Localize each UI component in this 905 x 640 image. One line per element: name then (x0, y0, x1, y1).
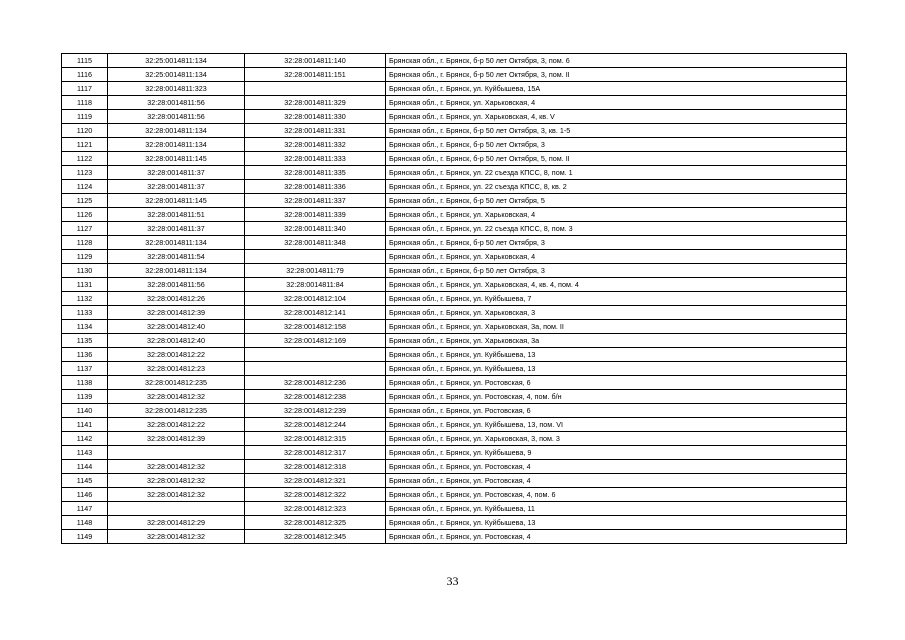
cadastral-number-cell (245, 362, 386, 376)
cadastral-parent-cell: 32:28:0014811:37 (108, 180, 245, 194)
cadastral-number-cell: 32:28:0014811:329 (245, 96, 386, 110)
address-cell: Брянская обл., г. Брянск, ул. Куйбышева, 11 (386, 502, 847, 516)
cadastral-parent-cell: 32:28:0014812:32 (108, 390, 245, 404)
cadastral-parent-cell: 32:28:0014811:54 (108, 250, 245, 264)
table-row (62, 348, 847, 362)
cadastral-parent-cell: 32:28:0014812:32 (108, 488, 245, 502)
address-cell: Брянская обл., г. Брянск, ул. Куйбышева, 7 (386, 292, 847, 306)
row-number-cell: 1131 (62, 278, 108, 292)
row-number-cell: 1148 (62, 516, 108, 530)
address-cell: Брянская обл., г. Брянск, ул. Харьковская, 4, кв. 4, пом. 4 (386, 278, 847, 292)
cadastral-parent-cell: 32:28:0014811:145 (108, 152, 245, 166)
cadastral-parent-cell: 32:28:0014812:32 (108, 474, 245, 488)
cadastral-number-cell: 32:28:0014812:244 (245, 418, 386, 432)
registry-table (61, 53, 847, 544)
cadastral-parent-cell: 32:28:0014811:145 (108, 194, 245, 208)
table-row (62, 460, 847, 474)
table-row (62, 446, 847, 460)
cadastral-parent-cell: 32:28:0014812:23 (108, 362, 245, 376)
address-cell: Брянская обл., г. Брянск, ул. Куйбышева, 13 (386, 516, 847, 530)
cadastral-number-cell: 32:28:0014811:84 (245, 278, 386, 292)
table-row (62, 292, 847, 306)
table-row (62, 152, 847, 166)
row-number-cell: 1121 (62, 138, 108, 152)
table-row (62, 432, 847, 446)
row-number-cell: 1117 (62, 82, 108, 96)
row-number-cell: 1120 (62, 124, 108, 138)
cadastral-number-cell: 32:28:0014812:325 (245, 516, 386, 530)
table-row (62, 110, 847, 124)
table-row (62, 306, 847, 320)
address-cell: Брянская обл., г. Брянск, ул. Харьковская, 3а, пом. II (386, 320, 847, 334)
cadastral-parent-cell: 32:28:0014811:37 (108, 166, 245, 180)
cadastral-number-cell: 32:28:0014811:337 (245, 194, 386, 208)
table-row (62, 278, 847, 292)
address-cell: Брянская обл., г. Брянск, ул. Харьковская, 3а (386, 334, 847, 348)
address-cell: Брянская обл., г. Брянск, ул. 22 съезда КПСС, 8, пом. 3 (386, 222, 847, 236)
page-number: 33 (446, 574, 459, 588)
table-row (62, 264, 847, 278)
table-row (62, 320, 847, 334)
address-cell: Брянская обл., г. Брянск, б-р 50 лет Октября, 3 (386, 264, 847, 278)
cadastral-number-cell: 32:28:0014812:318 (245, 460, 386, 474)
cadastral-number-cell: 32:28:0014812:158 (245, 320, 386, 334)
cadastral-parent-cell: 32:28:0014811:56 (108, 96, 245, 110)
cadastral-number-cell: 32:28:0014812:104 (245, 292, 386, 306)
table-row (62, 138, 847, 152)
cadastral-number-cell: 32:28:0014811:140 (245, 54, 386, 68)
address-cell: Брянская обл., г. Брянск, ул. Ростовская, 4, пом. б/н (386, 390, 847, 404)
cadastral-number-cell (245, 82, 386, 96)
cadastral-number-cell: 32:28:0014811:348 (245, 236, 386, 250)
address-cell: Брянская обл., г. Брянск, ул. Харьковская, 3 (386, 306, 847, 320)
cadastral-number-cell: 32:28:0014812:321 (245, 474, 386, 488)
row-number-cell: 1135 (62, 334, 108, 348)
address-cell: Брянская обл., г. Брянск, б-р 50 лет Октября, 3 (386, 236, 847, 250)
address-cell: Брянская обл., г. Брянск, ул. Куйбышева, 9 (386, 446, 847, 460)
cadastral-parent-cell: 32:28:0014811:56 (108, 278, 245, 292)
address-cell: Брянская обл., г. Брянск, ул. 22 съезда КПСС, 8, пом. 1 (386, 166, 847, 180)
cadastral-parent-cell: 32:28:0014812:40 (108, 334, 245, 348)
address-cell: Брянская обл., г. Брянск, ул. 22 съезда КПСС, 8, кв. 2 (386, 180, 847, 194)
address-cell: Брянская обл., г. Брянск, ул. Харьковская, 4 (386, 250, 847, 264)
row-number-cell: 1143 (62, 446, 108, 460)
cadastral-parent-cell: 32:28:0014811:134 (108, 138, 245, 152)
cadastral-number-cell: 32:28:0014812:322 (245, 488, 386, 502)
address-cell: Брянская обл., г. Брянск, ул. Харьковская, 4 (386, 96, 847, 110)
table-row (62, 502, 847, 516)
row-number-cell: 1134 (62, 320, 108, 334)
address-cell: Брянская обл., г. Брянск, ул. Куйбышева, 13 (386, 362, 847, 376)
row-number-cell: 1138 (62, 376, 108, 390)
row-number-cell: 1128 (62, 236, 108, 250)
cadastral-number-cell (245, 250, 386, 264)
cadastral-parent-cell: 32:28:0014811:56 (108, 110, 245, 124)
table-row (62, 124, 847, 138)
address-cell: Брянская обл., г. Брянск, ул. Ростовская, 4, пом. 6 (386, 488, 847, 502)
cadastral-parent-cell: 32:28:0014812:235 (108, 376, 245, 390)
row-number-cell: 1123 (62, 166, 108, 180)
address-cell: Брянская обл., г. Брянск, б-р 50 лет Октября, 3, кв. 1-5 (386, 124, 847, 138)
row-number-cell: 1142 (62, 432, 108, 446)
table-row (62, 82, 847, 96)
cadastral-parent-cell: 32:28:0014812:32 (108, 530, 245, 544)
row-number-cell: 1132 (62, 292, 108, 306)
address-cell: Брянская обл., г. Брянск, ул. Харьковская, 4 (386, 208, 847, 222)
cadastral-number-cell: 32:28:0014811:340 (245, 222, 386, 236)
cadastral-number-cell: 32:28:0014811:339 (245, 208, 386, 222)
table-row (62, 474, 847, 488)
row-number-cell: 1133 (62, 306, 108, 320)
address-cell: Брянская обл., г. Брянск, ул. Ростовская, 6 (386, 404, 847, 418)
row-number-cell: 1119 (62, 110, 108, 124)
cadastral-number-cell: 32:28:0014812:141 (245, 306, 386, 320)
row-number-cell: 1129 (62, 250, 108, 264)
cadastral-number-cell: 32:28:0014811:79 (245, 264, 386, 278)
row-number-cell: 1146 (62, 488, 108, 502)
address-cell: Брянская обл., г. Брянск, ул. Куйбышева, 13 (386, 348, 847, 362)
table-row (62, 390, 847, 404)
cadastral-parent-cell: 32:28:0014812:40 (108, 320, 245, 334)
address-cell: Брянская обл., г. Брянск, ул. Ростовская, 6 (386, 376, 847, 390)
cadastral-number-cell: 32:28:0014811:330 (245, 110, 386, 124)
cadastral-number-cell: 32:28:0014812:239 (245, 404, 386, 418)
cadastral-number-cell: 32:28:0014811:336 (245, 180, 386, 194)
table-row (62, 362, 847, 376)
row-number-cell: 1140 (62, 404, 108, 418)
table-row (62, 166, 847, 180)
cadastral-number-cell: 32:28:0014811:332 (245, 138, 386, 152)
address-cell: Брянская обл., г. Брянск, ул. Харьковская, 4, кв. V (386, 110, 847, 124)
cadastral-parent-cell: 32:28:0014811:134 (108, 236, 245, 250)
row-number-cell: 1124 (62, 180, 108, 194)
cadastral-parent-cell: 32:28:0014812:235 (108, 404, 245, 418)
cadastral-number-cell: 32:28:0014812:169 (245, 334, 386, 348)
table-row (62, 250, 847, 264)
cadastral-parent-cell: 32:28:0014812:32 (108, 460, 245, 474)
cadastral-number-cell: 32:28:0014812:315 (245, 432, 386, 446)
address-cell: Брянская обл., г. Брянск, ул. Куйбышева, 13, пом. VI (386, 418, 847, 432)
table-row (62, 180, 847, 194)
row-number-cell: 1130 (62, 264, 108, 278)
row-number-cell: 1144 (62, 460, 108, 474)
row-number-cell: 1139 (62, 390, 108, 404)
cadastral-parent-cell: 32:28:0014812:39 (108, 306, 245, 320)
cadastral-parent-cell: 32:28:0014811:51 (108, 208, 245, 222)
address-cell: Брянская обл., г. Брянск, б-р 50 лет Октября, 3, пом. 6 (386, 54, 847, 68)
row-number-cell: 1122 (62, 152, 108, 166)
table-row (62, 376, 847, 390)
registry-table-body (62, 54, 847, 544)
table-row (62, 68, 847, 82)
row-number-cell: 1118 (62, 96, 108, 110)
cadastral-parent-cell: 32:28:0014812:22 (108, 418, 245, 432)
address-cell: Брянская обл., г. Брянск, ул. Ростовская, 4 (386, 474, 847, 488)
cadastral-parent-cell: 32:28:0014812:39 (108, 432, 245, 446)
cadastral-parent-cell: 32:28:0014812:22 (108, 348, 245, 362)
cadastral-parent-cell: 32:28:0014811:323 (108, 82, 245, 96)
row-number-cell: 1141 (62, 418, 108, 432)
address-cell: Брянская обл., г. Брянск, ул. Ростовская, 4 (386, 460, 847, 474)
cadastral-parent-cell: 32:28:0014811:134 (108, 124, 245, 138)
table-row (62, 96, 847, 110)
address-cell: Брянская обл., г. Брянск, б-р 50 лет Октября, 5 (386, 194, 847, 208)
cadastral-number-cell: 32:28:0014811:333 (245, 152, 386, 166)
row-number-cell: 1147 (62, 502, 108, 516)
cadastral-parent-cell: 32:25:0014811:134 (108, 68, 245, 82)
cadastral-parent-cell (108, 446, 245, 460)
table-row (62, 418, 847, 432)
cadastral-parent-cell: 32:28:0014812:26 (108, 292, 245, 306)
table-row (62, 54, 847, 68)
address-cell: Брянская обл., г. Брянск, б-р 50 лет Октября, 3 (386, 138, 847, 152)
table-row (62, 194, 847, 208)
table-row (62, 516, 847, 530)
cadastral-parent-cell: 32:28:0014812:29 (108, 516, 245, 530)
cadastral-parent-cell: 32:28:0014811:134 (108, 264, 245, 278)
address-cell: Брянская обл., г. Брянск, ул. Ростовская, 4 (386, 530, 847, 544)
row-number-cell: 1127 (62, 222, 108, 236)
cadastral-parent-cell: 32:28:0014811:37 (108, 222, 245, 236)
row-number-cell: 1136 (62, 348, 108, 362)
cadastral-parent-cell (108, 502, 245, 516)
address-cell: Брянская обл., г. Брянск, ул. Куйбышева, 15А (386, 82, 847, 96)
cadastral-number-cell (245, 348, 386, 362)
cadastral-number-cell: 32:28:0014811:151 (245, 68, 386, 82)
table-row (62, 222, 847, 236)
cadastral-number-cell: 32:28:0014812:345 (245, 530, 386, 544)
table-row (62, 334, 847, 348)
address-cell: Брянская обл., г. Брянск, ул. Харьковская, 3, пом. 3 (386, 432, 847, 446)
row-number-cell: 1125 (62, 194, 108, 208)
table-row (62, 404, 847, 418)
cadastral-number-cell: 32:28:0014812:238 (245, 390, 386, 404)
cadastral-number-cell: 32:28:0014811:335 (245, 166, 386, 180)
row-number-cell: 1137 (62, 362, 108, 376)
cadastral-number-cell: 32:28:0014812:323 (245, 502, 386, 516)
row-number-cell: 1126 (62, 208, 108, 222)
table-row (62, 488, 847, 502)
cadastral-number-cell: 32:28:0014812:317 (245, 446, 386, 460)
row-number-cell: 1145 (62, 474, 108, 488)
address-cell: Брянская обл., г. Брянск, б-р 50 лет Октября, 5, пом. II (386, 152, 847, 166)
row-number-cell: 1115 (62, 54, 108, 68)
cadastral-parent-cell: 32:25:0014811:134 (108, 54, 245, 68)
row-number-cell: 1116 (62, 68, 108, 82)
table-row (62, 236, 847, 250)
table-row (62, 530, 847, 544)
row-number-cell: 1149 (62, 530, 108, 544)
cadastral-number-cell: 32:28:0014812:236 (245, 376, 386, 390)
table-row (62, 208, 847, 222)
address-cell: Брянская обл., г. Брянск, б-р 50 лет Октября, 3, пом. II (386, 68, 847, 82)
cadastral-number-cell: 32:28:0014811:331 (245, 124, 386, 138)
